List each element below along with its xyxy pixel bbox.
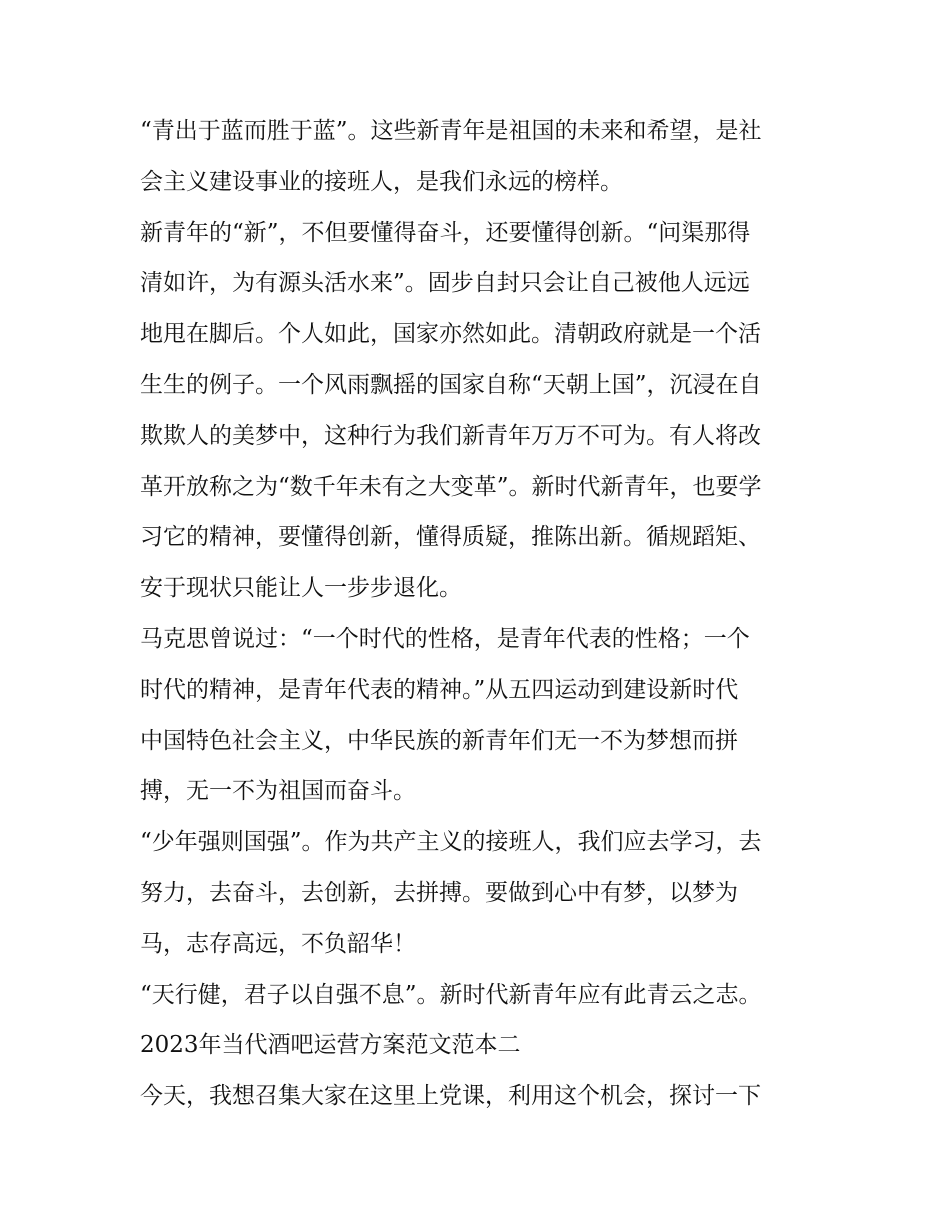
text-line: 安于现状只能让人一步步退化。 bbox=[140, 575, 462, 602]
text-line: 生生的例子。一个风雨飘摇的国家自称“天朝上国”，沉浸在自 bbox=[140, 371, 762, 398]
text-line: 欺欺人的美梦中，这种行为我们新青年万万不可为。有人将改 bbox=[140, 422, 761, 449]
document-body bbox=[140, 106, 820, 1122]
text-line: 清如许，为有源头活水来”。固步自封只会让自己被他人远远 bbox=[140, 270, 750, 297]
section-heading: 2023年当代酒吧运营方案范文范本二 bbox=[140, 1032, 521, 1059]
text-line: 新青年的“新”，不但要懂得奋斗，还要懂得创新。“问渠那得 bbox=[140, 219, 751, 246]
text-line: 革开放称之为“数千年未有之大变革”。新时代新青年，也要学 bbox=[140, 473, 762, 500]
text-line: 搏，无一不为祖国而奋斗。 bbox=[140, 778, 416, 805]
text-line: 中国特色社会主义，中华民族的新青年们无一不为梦想而拼 bbox=[140, 727, 738, 754]
text-line: “青出于蓝而胜于蓝”。这些新青年是祖国的未来和希望，是社 bbox=[140, 118, 762, 144]
text-line: 努力，去奋斗，去创新，去拼搏。要做到心中有梦，以梦为 bbox=[140, 879, 738, 906]
text-line: 时代的精神，是青年代表的精神。”从五四运动到建设新时代 bbox=[140, 676, 739, 703]
text-line: 马克思曾说过：“一个时代的性格，是青年代表的性格；一个 bbox=[140, 625, 750, 652]
text-line: 地甩在脚后。个人如此，国家亦然如此。清朝政府就是一个活 bbox=[140, 321, 761, 348]
text-line: 今天，我想召集大家在这里上党课，利用这个机会，探讨一下 bbox=[140, 1083, 761, 1110]
text-line: “天行健，君子以自强不息”。新时代新青年应有此青云之志。 bbox=[140, 981, 762, 1008]
text-line: 会主义建设事业的接班人，是我们永远的榜样。 bbox=[140, 168, 623, 195]
text-line: 习它的精神，要懂得创新，懂得质疑，推陈出新。循规蹈矩、 bbox=[140, 524, 761, 551]
text-line: “少年强则国强”。作为共产主义的接班人，我们应去学习，去 bbox=[140, 829, 762, 856]
text-line: 马，志存高远，不负韶华！ bbox=[140, 930, 416, 957]
